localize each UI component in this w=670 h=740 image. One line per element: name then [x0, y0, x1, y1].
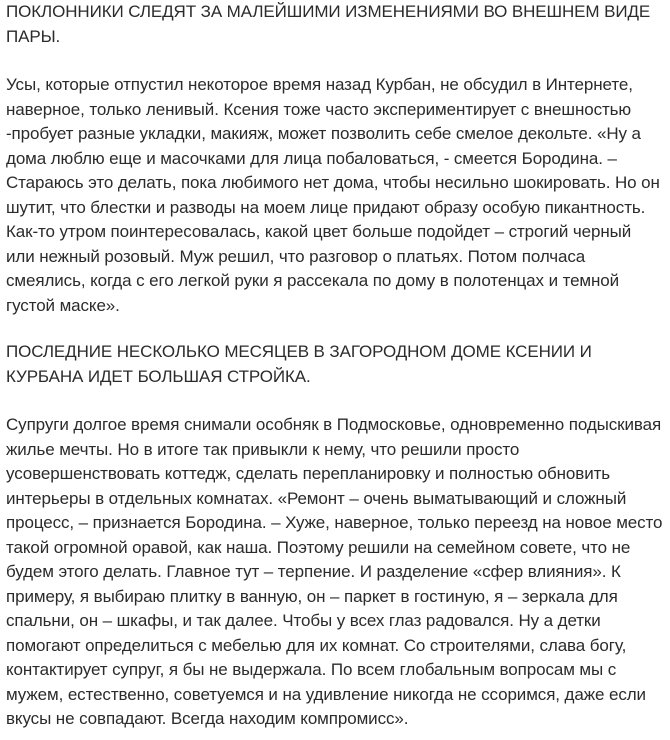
section-heading-renovation: ПОСЛЕДНИЕ НЕСКОЛЬКО МЕСЯЦЕВ В ЗАГОРОДНОМ ДОМЕ КСЕНИИ И КУРБАНА ИДЕТ БОЛЬШАЯ СТРОЙКА.	[6, 342, 592, 386]
spacer	[6, 49, 664, 73]
section-text-appearance: Усы, которые отпустил некоторое время назад Курбан, не обсудил в Интернете, наверное, только ленивый. Ксения тоже часто экспериментирует с внешностью -пробует разные укладки, макияж, может позволить себе смелое декольте. «Ну а дома люблю еще и масочками для лица побаловаться, - смеется Бородина. – Стараюсь это делать, пока любимого нет дома, чтобы несильно шокировать. Но он шутит, что блестки и разводы на моем лице придают образу особую пикантность. Как-то утром поинтересовалась, какой цвет больше подойдет – строгий черный или нежный розовый. Муж решил, что разговор о платьях. Потом полчаса смеялись, когда с его легкой руки я рассекала по дому в полотенцах и темной густой маске».	[6, 75, 660, 315]
spacer	[6, 389, 664, 413]
section-heading-appearance: ПОКЛОННИКИ СЛЕДЯТ ЗА МАЛЕЙШИМИ ИЗМЕНЕНИЯМИ ВО ВНЕШНЕМ ВИДЕ ПАРЫ.	[6, 2, 651, 46]
section-text-renovation: Супруги долгое время снимали особняк в Подмосковье, одновременно подыскивая жилье мечты. Но в итоге так привыкли к нему, что решили просто усовершенствовать коттедж, сделать перепланировку и полностью обновить интерьеры в отдельных комнатах. «Ремонт – очень выматывающий и сложный процесс, – признается Бородина. – Хуже, наверное, только переезд на новое место такой огромной оравой, как наша. Поэтому решили на семейном совете, что не будем этого делать. Главное тут – терпение. И разделение «сфер влияния». К примеру, я выбираю плитку в ванную, он – паркет в гостиную, я – зеркала для спальни, он – шкафы, и так далее. Чтобы у всех глаз радовался. Ну а детки помогают определиться с мебелью для их комнат. Со строителями, слава богу, контактирует супруг, я бы не выдержала. По всем глобальным вопросам мы с мужем, естественно, советуемся и на удивление никогда не ссоримся, даже если вкусы не совпадают. Всегда находим компромисс».	[6, 415, 663, 728]
spacer	[6, 318, 664, 340]
